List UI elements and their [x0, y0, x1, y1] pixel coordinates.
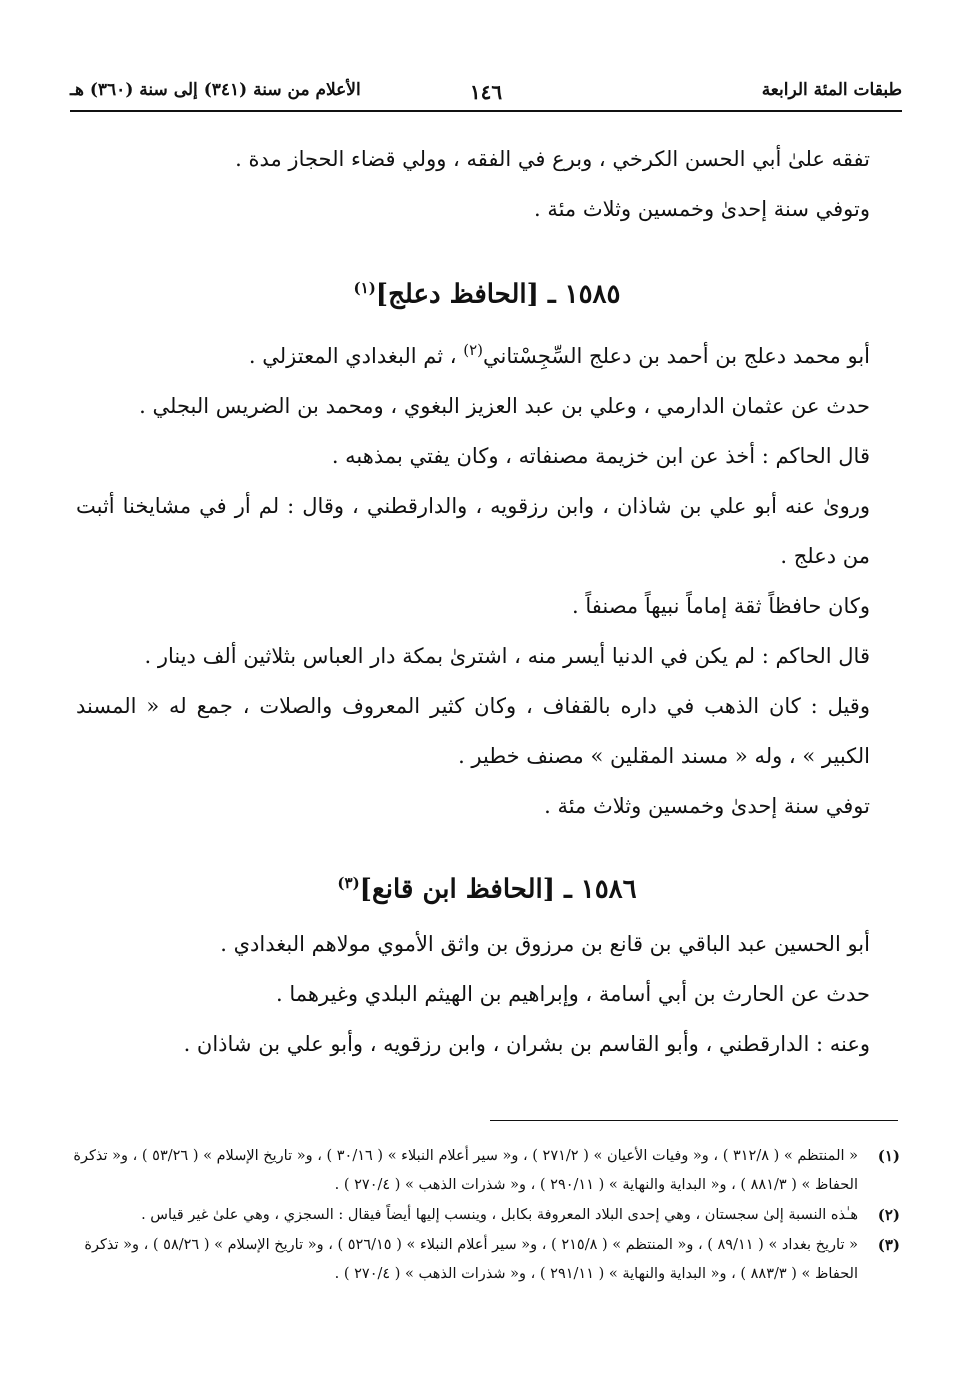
header-year-range: الأعلام من سنة (٣٤١) إلى سنة (٣٦٠) هـ	[70, 80, 361, 100]
entry-1586-title: ١٥٨٦ ـ [الحافظ ابن قانع]	[359, 874, 637, 905]
entry-1586-paragraph-3: وعنه : الدارقطني ، وأبو القاسم بن بشران ، وابن رزقويه ، وأبو علي بن شاذان .	[183, 1032, 870, 1057]
entry-1585-paragraph-3: وروىٰ عنه أبو علي بن شاذان ، وابن رزقويه ، والدارقطني ، وقال : لم أر في مشايخنا أثبت من دعلج .	[76, 493, 870, 568]
entry-1585-heading	[76, 258, 898, 325]
footnotes-section	[62, 1142, 900, 1290]
entry-1586-paragraph-1: أبو الحسين عبد الباقي بن قانع بن مرزوق بن واثق الأموي مولاهم البغدادي .	[220, 932, 870, 957]
footnote-3	[62, 1231, 900, 1289]
footnote-ref-1[interactable]: (١)	[353, 279, 376, 297]
footnote-2	[62, 1201, 900, 1230]
entry-1585-paragraph-7: توفي سنة إحدىٰ وخمسين وثلاث مئة .	[544, 793, 870, 818]
entry-1586-heading	[76, 853, 898, 920]
entry-1586-paragraph-2: حدث عن الحارث بن أبي أسامة ، وإبراهيم بن الهيثم البلدي وغيرهما .	[276, 982, 870, 1007]
footnote-number: (٣)	[877, 1236, 900, 1254]
entry-1585-paragraph-6: وقيل : كان الذهب في داره بالقفاف ، وكان كثير المعروف والصلات ، جمع له « المسند الكبير » ، وله « مسند المقلين » مصنف خطير .	[76, 693, 870, 768]
entry-1585-paragraph-1: حدث عن عثمان الدارمي ، وعلي بن عبد العزيز البغوي ، ومحمد بن الضريس البجلي .	[139, 393, 870, 418]
entry-1585-title: ١٥٨٥ ـ [الحافظ دعلج]	[375, 279, 621, 310]
footnote-number: (١)	[877, 1147, 900, 1165]
entry-1585-name-line	[76, 325, 898, 381]
entry-1585-name-end: ، ثم البغدادي المعتزلي .	[248, 343, 457, 368]
intro-paragraph-2: وتوفي سنة إحدىٰ وخمسين وثلاث مئة .	[533, 197, 870, 221]
page-number: ١٤٦	[469, 80, 503, 104]
running-header	[70, 76, 902, 112]
entry-1585-paragraph-4: وكان حافظاً ثقة إماماً نبيهاً مصنفاً .	[572, 593, 870, 618]
footnote-number: (٢)	[877, 1206, 900, 1224]
main-text	[76, 134, 898, 1069]
header-book-section: طبقات المئة الرابعة	[761, 80, 902, 100]
footnote-ref-3[interactable]: (٣)	[337, 873, 360, 892]
intro-paragraph-1: تفقه علىٰ أبي الحسن الكرخي ، وبرع في الفقه ، وولي قضاء الحجاز مدة .	[235, 147, 870, 171]
entry-1585-paragraph-2: قال الحاكم : أخذ عن ابن خزيمة مصنفاته ، وكان يفتي بمذهبه .	[331, 443, 870, 468]
footnote-text: هـٰذه النسبة إلىٰ سجستان ، وهي إحدى البلاد المعروفة بكابل ، وينسب إليها أيضاً فيقال : السجزي ، وهي علىٰ غير قياس .	[141, 1207, 858, 1223]
footnote-text: « المنتظم » ( ٣١٢/٨ ) ، و« وفيات الأعيان » ( ٢٧١/٢ ) ، و« سير أعلام النبلاء » ( ٣٠/١٦ ) ، و« تاريخ الإسلام » ( ٥٣/٢٦ ) ، و« تذكرة الحفاظ » ( ٨٨١/٣ ) ، و« البداية والنهاية » ( ٢٩٠/١١ ) ، و« شذرات الذهب » ( ٢٧٠/٤ ) .	[73, 1148, 858, 1193]
entry-1585-paragraph-5: قال الحاكم : لم يكن في الدنيا أيسر منه ، اشترىٰ بمكة دار العباس بثلاثين ألف دينار .	[144, 643, 870, 668]
footnote-ref-2[interactable]: (٢)	[463, 340, 484, 359]
footnote-divider	[490, 1120, 898, 1121]
footnote-text: « تاريخ بغداد » ( ٨٩/١١ ) ، و« المنتظم » ( ٢١٥/٨ ) ، و« سير أعلام النبلاء » ( ٥٢٦/١٥ ) ، و« تاريخ الإسلام » ( ٥٨/٢٦ ) ، و« تذكرة الحفاظ » ( ٨٨٣/٣ ) ، و« البداية والنهاية » ( ٢٩١/١١ ) ، و« شذرات الذهب » ( ٢٧٠/٤ ) .	[84, 1237, 858, 1282]
footnote-1	[62, 1142, 900, 1200]
entry-1585-name: أبو محمد دعلج بن أحمد بن دعلج السِّجِسْتاني	[483, 343, 870, 368]
